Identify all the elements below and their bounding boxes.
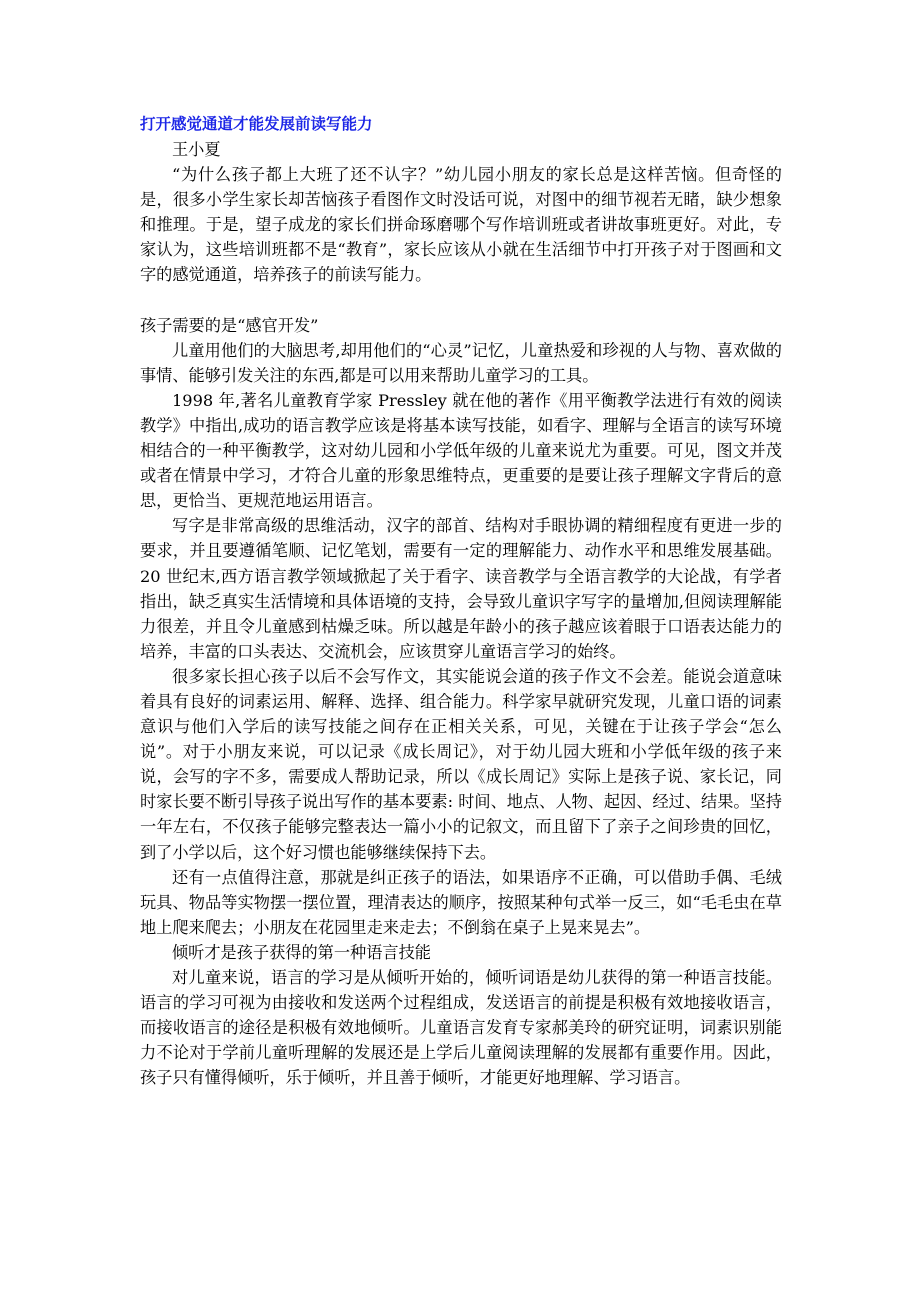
paragraph-3: 写字是非常高级的思维活动，汉字的部首、结构对手眼协调的精细程度有更进一步的要求，并且要遵循笔顺、记忆笔划，需要有一定的理解能力、动作水平和思维发展基础。20 世纪末,西方语言教学领域掀起了关于看字、读音教学与全语言教学的大论战，有学者指出，缺乏真实生活情境和具体语境的支持，会导致儿童识字写字的量增加,但阅读理解能力很差，并且令儿童感到枯燥乏味。所以越是年龄小的孩子越应该着眼于口语表达能力的培养，丰富的口头表达、交流机会，应该贯穿儿童语言学习的始终。 <box>140 516 782 661</box>
paragraph-6: 对儿童来说，语言的学习是从倾听开始的，倾听词语是幼儿获得的第一种语言技能。语言的学习可视为由接收和发送两个过程组成，发送语言的前提是积极有效地接收语言，而接收语言的途径是积极有效地倾听。儿童语言发育专家郝美玲的研究证明，词素识别能力不论对于学前儿童听理解的发展还是上学后儿童阅读理解的发展都有重要作用。因此，孩子只有懂得倾听，乐于倾听，并且善于倾听，才能更好地理解、学习语言。 <box>140 968 782 1088</box>
paragraph-1: 儿童用他们的大脑思考,却用他们的“心灵”记忆，儿童热爱和珍视的人与物、喜欢做的事情、能够引发关注的东西,都是可以用来帮助儿童学习的工具。 <box>140 340 782 385</box>
document-body <box>140 112 782 1090</box>
section-heading-listening: 倾听才是孩子获得的第一种语言技能 <box>172 942 431 962</box>
paragraph-5: 还有一点值得注意，那就是纠正孩子的语法，如果语序不正确，可以借助手偶、毛绒玩具、物品等实物摆一摆位置，理清表达的顺序，按照某种句式举一反三，如“毛毛虫在草地上爬来爬去；小朋友在花园里走来走去；不倒翁在桌子上晃来晃去”。 <box>140 867 782 937</box>
article-title: 打开感觉通道才能发展前读写能力 <box>140 115 373 133</box>
blank-line <box>140 288 782 313</box>
section-heading-sensory: 孩子需要的是“感官开发” <box>140 315 319 335</box>
paragraph-4: 很多家长担心孩子以后不会写作文，其实能说会道的孩子作文不会差。能说会道意味着具有良好的词素运用、解释、选择、组合能力。科学家早就研究发现，儿童口语的词素意识与他们入学后的读写技能之间存在正相关关系，可见，关键在于让孩子学会“怎么说”。对于小朋友来说，可以记录《成长周记》，对于幼儿园大班和小学低年级的孩子来说，会写的字不多，需要成人帮助记录，所以《成长周记》实际上是孩子说、家长记，同时家长要不断引导孩子说出写作的基本要素: 时间、地点、人物、起因、经过、结果。坚持一年左右，不仅孩子能够完整表达一篇小小的记叙文，而且留下了亲子之间珍贵的回忆，到了小学以后，这个好习惯也能够继续保持下去。 <box>140 666 782 862</box>
article-author: 王小夏 <box>172 140 221 159</box>
paragraph-2: 1998 年,著名儿童教育学家 Pressley 就在他的著作《用平衡教学法进行有效的阅读教学》中指出,成功的语言教学应该是将基本读写技能，如看字、理解与全语言的读写环境相结合的一种平衡教学，这对幼儿园和小学低年级的儿童来说尤为重要。可见，图文并茂或者在情景中学习，才符合儿童的形象思维特点，更重要的是要让孩子理解文字背后的意思，更恰当、更规范地运用语言。 <box>140 390 782 511</box>
intro-paragraph: “为什么孩子都上大班了还不认字？”幼儿园小朋友的家长总是这样苦恼。但奇怪的是，很多小学生家长却苦恼孩子看图作文时没话可说，对图中的细节视若无睹，缺少想象和推理。于是，望子成龙的家长们拼命琢磨哪个写作培训班或者讲故事班更好。对此，专家认为，这些培训班都不是“教育”，家长应该从小就在生活细节中打开孩子对于图画和文字的感觉通道，培养孩子的前读写能力。 <box>140 165 782 285</box>
